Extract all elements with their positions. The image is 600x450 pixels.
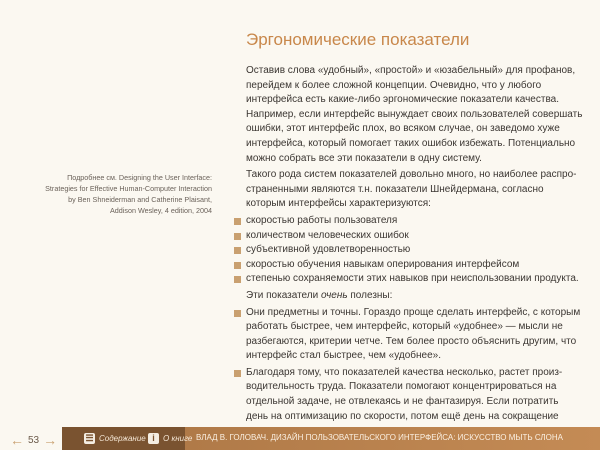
text-line: отдельной задаче, не отвлекаясь и не фантазируя. Если потратить: [246, 396, 559, 408]
list-item: [246, 258, 582, 273]
text: Эти показатели: [246, 289, 321, 301]
text-line: Такого рода систем показателей довольно много, но наиболее распро-: [246, 169, 577, 181]
text-line: разбегаются, критерии четче. Тем более просто объяснить другим, что: [246, 335, 577, 347]
text-line: перейдем к более сложной концепции. Очевидно, что у любого: [246, 79, 542, 91]
bullet-icon: [234, 276, 241, 283]
sidenote-line: Подробнее см. Designing the User Interface:: [67, 173, 212, 182]
contents-button[interactable]: [84, 433, 146, 444]
prev-page-arrow-icon[interactable]: ←: [10, 432, 24, 448]
list-item-text: скоростью работы пользователя: [246, 214, 398, 226]
bullet-icon: [234, 262, 241, 269]
metrics-list: [246, 214, 582, 287]
text: полезны:: [347, 289, 393, 301]
contents-label: Содержание: [99, 434, 146, 443]
bullet-icon: [234, 370, 241, 377]
contents-icon: ☰: [85, 433, 94, 443]
list-item-text: количеством человеческих ошибок: [246, 229, 409, 241]
book-title: ВЛАД В. ГОЛОВАЧ. ДИЗАЙН ПОЛЬЗОВАТЕЛЬСКОГО ИНТЕРФЕЙСА: ИСКУССТВО МЫТЬ СЛОНА: [196, 433, 563, 442]
page-title: Эргономические показатели: [246, 30, 470, 49]
next-page-arrow-icon[interactable]: →: [43, 432, 58, 448]
text-line: интерфейса есть какие-либо эргономические показатели качества.: [246, 94, 559, 106]
list-item: [246, 214, 582, 229]
benefits-list: [246, 306, 582, 425]
text-line: Они предметны и точны. Гораздо проще сделать интерфейс, с которым: [246, 306, 581, 318]
bullet-icon: [234, 218, 241, 225]
text-line: страненными являются т.н. показатели Шнейдермана, согласно: [246, 183, 544, 195]
list-item: [246, 366, 582, 424]
list-item-text: субъективной удовлетворенностью: [246, 244, 411, 256]
list-item: [246, 229, 582, 244]
sidenote-line: Addison Wesley, 4 edition, 2004: [109, 206, 212, 215]
page-navigation: [10, 432, 57, 448]
text-line: Оставив слова «удобный», «простой» и «юзабельный» для профанов,: [246, 65, 576, 76]
text-line: водительность труда. Показатели помогают концентрироваться на: [246, 381, 557, 393]
info-icon: i: [148, 433, 159, 444]
sidenote: [45, 172, 212, 216]
emphasis: очень: [320, 289, 348, 301]
list-item: [246, 272, 582, 287]
text-line: интерфейса, который помогает таких ошибок избежать. Потенциально: [246, 137, 576, 149]
about-label: О книге: [163, 434, 193, 443]
about-book-button[interactable]: [148, 433, 192, 444]
page-number: 53: [28, 434, 40, 446]
text-line: Например, если интерфейс вынуждает своих пользователей совершать: [246, 108, 583, 120]
list-item: [246, 243, 582, 258]
list-item-text: степенью сохраняемости этих навыков при неиспользовании продукта.: [246, 273, 579, 285]
text-line: работать быстрее, чем интерфейс, который «удобнее» — мысли не: [246, 321, 563, 333]
text-line: которым интерфейсы характеризуются:: [246, 198, 431, 210]
bullet-icon: [234, 310, 241, 317]
bullet-icon: [234, 247, 241, 254]
text-line: интерфейс стал быстрее, чем «удобнее».: [246, 350, 441, 362]
text-line: ошибки, этот интерфейс плох, во всяком случае, он заведомо хуже: [246, 123, 560, 135]
bullet-icon: [234, 233, 241, 240]
text-line: можно собрать все эти показатели в одну систему.: [246, 152, 482, 164]
sidenote-line: Strategies for Effective Human-Computer Interaction: [45, 184, 212, 193]
main-text: [246, 64, 582, 424]
paragraph-useful: [246, 289, 582, 304]
list-item-text: скоростью обучения навыкам оперирования интерфейсом: [246, 258, 520, 270]
sidenote-line: by Ben Shneiderman and Catherine Plaisant,: [68, 195, 212, 204]
list-item: [246, 306, 582, 364]
paragraph-shneiderman: [246, 168, 582, 212]
text-line: день на оптимизацию по скорости, потом ещё день на сокращение: [246, 410, 559, 422]
text-line: Благодаря тому, что показателей качества несколько, растет произ-: [246, 366, 563, 378]
paragraph-intro: [246, 64, 582, 166]
